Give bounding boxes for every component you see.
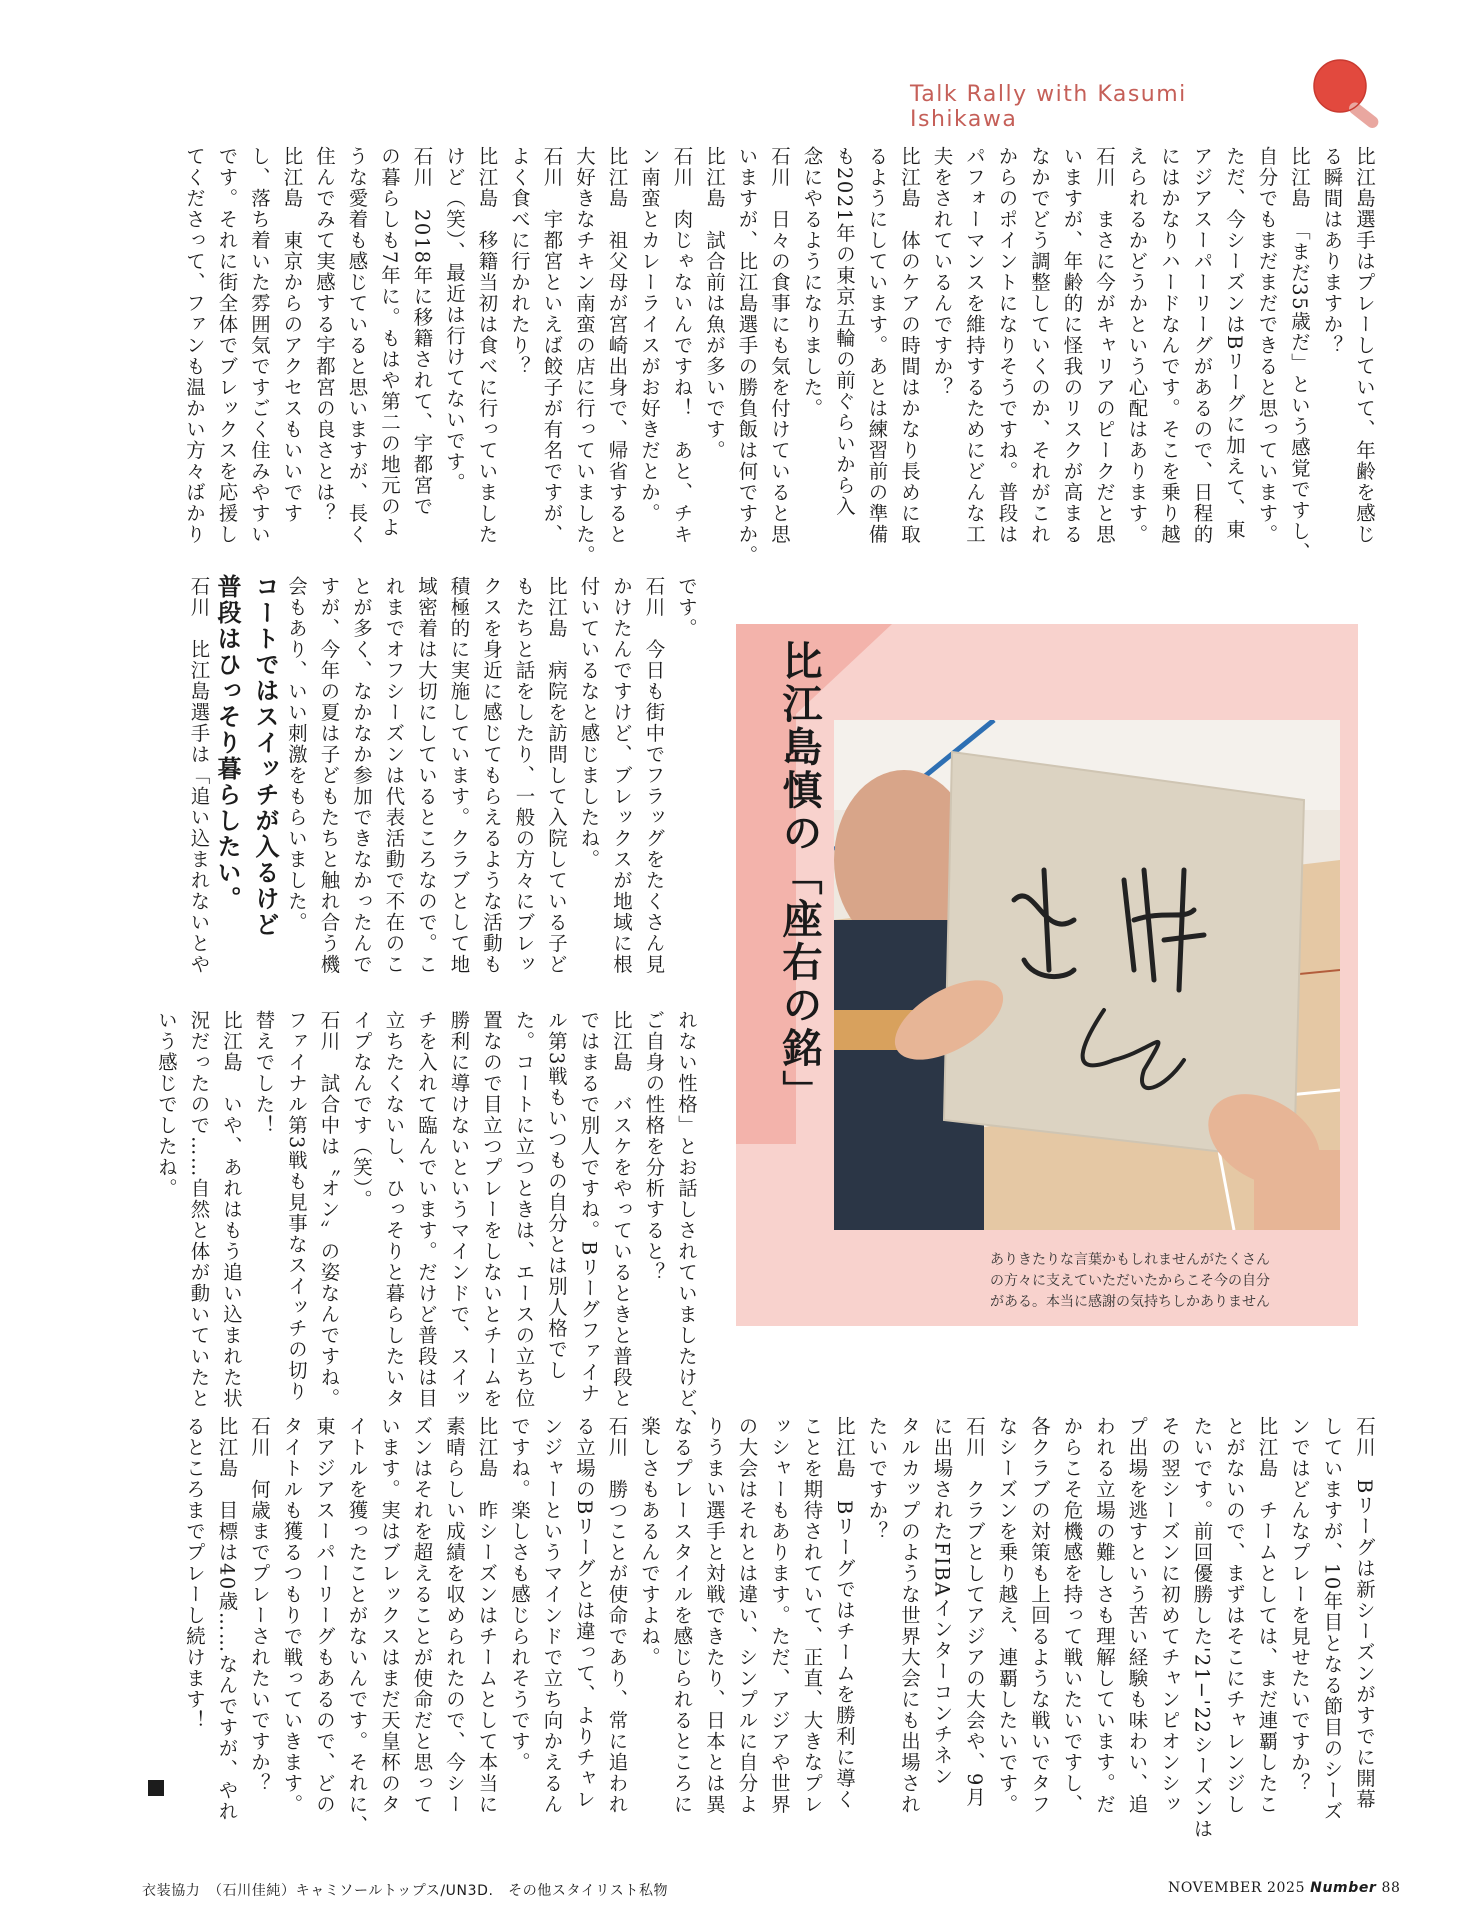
page-folio xyxy=(1168,1880,1400,1896)
motto-box-title: 比江島慎の「座右の銘」 xyxy=(776,640,822,1113)
ping-pong-paddle-icon xyxy=(1302,56,1394,132)
article-column-middle-lower: れない性格」とお話しされていましたけど、 ご自身の性格を分析すると？ 比江島 バスケをやっているときと普段と ではまるで別人ですね。Bリーグファイナ ル第3戦もいつもの自分とは別人格でし た。コートに立つときは、エースの立ち位 置なので目立つプレーをしないとチームを 勝利に導けないというマインドで、スイッ チを入れて臨んでいます。だけど普段は目 立ちたくないし、ひっそりと暮らしたいタ イプなんです（笑）。 石川 試合中は〝オン〟の姿なんですね。 ファイナル第3戦も見事なスイッチの切り 替えでした！ 比江島 いや、あれはもう追い込まれた状 況だったので……自然と体が動いていたと いう感じでしたね。 xyxy=(155,1010,698,1430)
issue-date: NOVEMBER 2025 xyxy=(1168,1880,1306,1896)
shikishi-photo-illustration xyxy=(834,720,1340,1230)
article-column-middle-upper: です。 石川 今日も街中でフラッグをたくさん見 かけたんですけど、ブレックスが地域に根 付いているなと感じましたね。 比江島 病院を訪問して入院している子ど もたちと話をしたり、一般の方々にブレッ クスを身近に感じてもらえるような活動も 積極的に実施しています。クラブとして地 域密着は大切にしているところなので。こ れまでオフシーズンは代表活動で不在のこ とが多く、なかなか参加できなかったんで すが、今年の夏は子どもたちと触れ合う機 会もあり、いい刺激をもらいました。 石川 比江島選手は「追い込まれないとや xyxy=(187,576,698,975)
series-title: Talk Rally with Kasumi Ishikawa xyxy=(910,82,1187,132)
article-column-top: 比江島選手はプレーしていて、年齢を感じ る瞬間はありますか？ 比江島 「まだ35歳だ」という感覚ですし、 自分でもまだまだできると思っています。 ただ、今シーズンはBリーグに加えて、東 アジアスーパーリーグがあるので、日程的 にはかなりハードなんです。そこを乗り越 えられるかどうかという心配はあります。 石川 まさに今がキャリアのピークだと思 いますが、年齢的に怪我のリスクが高まる なかでどう調整していくのか、それがこれ からのポイントになりそうですね。普段は パフォーマンスを維持するためにどんな工 夫をされているんですか？ 比江島 体のケアの時間はかなり長めに取 るようにしています。あとは練習前の準備 も2021年の東京五輪の前ぐらいから入 念にやるようになりました。 石川 日々の食事にも気を付けていると思 いますが、比江島選手の勝負飯は何ですか。 比江島 試合前は魚が多いです。 石川 肉じゃないんですね！ あと、チキ ン南蛮とカレーライスがお好きだとか。 比江島 祖父母が宮崎出身で、帰省すると 大好きなチキン南蛮の店に行っていました。 石川 宇都宮といえば餃子が有名ですが、 よく食べに行かれたり？ 比江島 移籍当初は食べに行っていました けど（笑）、最近は行けてないです。 石川 2018年に移籍されて、宇都宮で の暮らしも7年に。もはや第二の地元のよ うな愛着も感じていると思いますが、長く 住んでみて実感する宇都宮の良さとは？ 比江島 東京からのアクセスもいいです し、落ち着いた雰囲気ですごく住みやすい です。それに街全体でブレックスを応援し てくださって、ファンも温かい方々ばかり xyxy=(183,146,1376,566)
shikishi-photo xyxy=(834,720,1340,1230)
end-mark xyxy=(148,1780,164,1796)
costume-credit: 衣装協力 （石川佳純）キャミソールトップス/UN3D. その他スタイリスト私物 xyxy=(142,1883,669,1899)
magazine-name: Number xyxy=(1310,1880,1377,1896)
pull-quote-headline: コートではスイッチが入るけど 普段はひっそり暮らしたい。 xyxy=(213,574,279,938)
photo-caption: ありきたりな言葉かもしれませんがたくさん の方々に支えていただいたからこそ今の自分 がある。本当に感謝の気持ちしかありません xyxy=(990,1252,1270,1310)
page-number: 88 xyxy=(1381,1880,1401,1896)
article-column-bottom: 石川 Bリーグは新シーズンがすでに開幕 していますが、10年目となる節目のシーズ ンではどんなプレーを見せたいですか？ 比江島 チームとしては、まだ連覇したこ とがないので、まずはそこにチャレンジし たいです。前回優勝した'21−'22シーズンは その翌シーズンに初めてチャンピオンシッ プ出場を逃すという苦い経験も味わい、追 われる立場の難しさも理解しています。だ からこそ危機感を持って戦いたいですし、 各クラブの対策も上回るような戦いでタフ なシーズンを乗り越え、連覇したいです。 石川 クラブとしてアジアの大会や、9月 に出場されたFIBAインターコンチネン タルカップのような世界大会にも出場され たいですか？ 比江島 Bリーグではチームを勝利に導く ことを期待されていて、正直、大きなプレ ッシャーもあります。ただ、アジアや世界 の大会はそれとは違い、シンプルに自分よ りうまい選手と対戦できたり、日本とは異 なるプレースタイルを感じられるところに 楽しさもあるんですよね。 石川 勝つことが使命であり、常に追われ る立場のBリーグとは違って、よりチャレ ンジャーというマインドで立ち向かえるん ですね。楽しさも感じられそうです。 比江島 昨シーズンはチームとして本当に 素晴らしい成績を収められたので、今シー ズンはそれを超えることが使命だと思って います。実はブレックスはまだ天皇杯のタ イトルを獲ったことがないんです。それに、 東アジアスーパーリーグもあるので、どの タイトルも獲るつもりで戦っていきます。 石川 何歳までプレーされたいですか？ 比江島 目標は40歳……なんですが、やれ るところまでプレーし続けます！ xyxy=(183,1416,1376,1840)
